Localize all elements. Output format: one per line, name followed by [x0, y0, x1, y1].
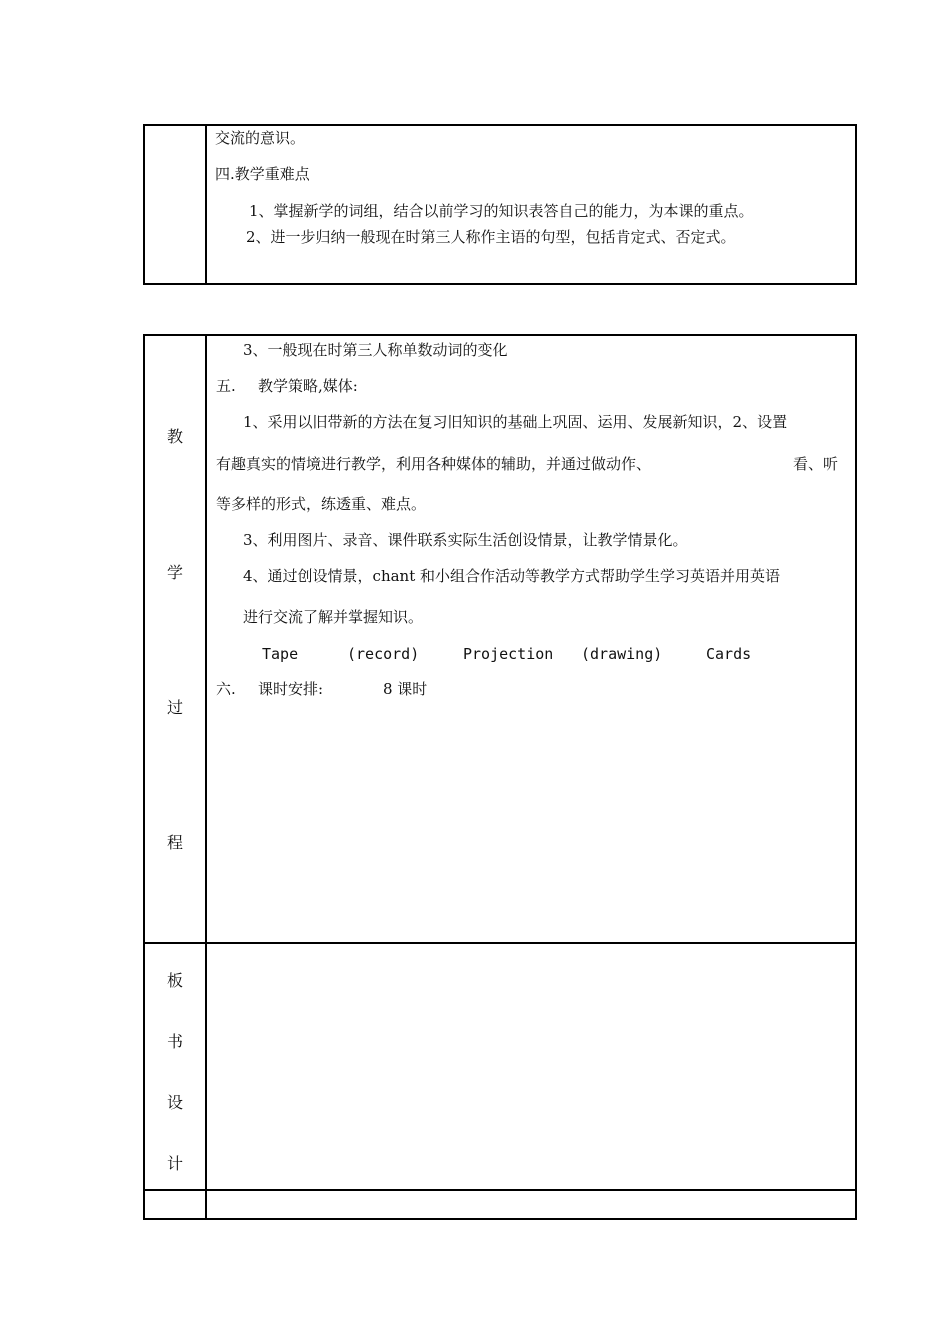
strategy-text: 等多样的形式，练透重、难点。	[216, 495, 427, 513]
column-divider	[205, 336, 207, 1218]
section-heading-5-number: 五.	[216, 377, 236, 395]
strategy-text: 有趣真实的情境进行教学，利用各种媒体的辅助，并通过做动作、	[216, 455, 652, 473]
media-item: Tape	[262, 645, 299, 663]
section-heading-6-number: 六.	[216, 680, 236, 698]
process-label-char: 学	[166, 563, 183, 582]
section-heading-5: 教学策略,媒体:	[258, 377, 358, 395]
upper-table	[143, 124, 857, 285]
key-point-3: 3、一般现在时第三人称单数动词的变化	[243, 341, 508, 359]
strategy-text: 1、采用以旧带新的方法在复习旧知识的基础上巩固、运用、发展新知识，2、设置	[243, 413, 788, 431]
board-label-char: 设	[166, 1093, 183, 1112]
strategy-text: 看、听	[793, 455, 839, 473]
lesson-hours: 8 课时	[383, 680, 428, 698]
lower-table	[143, 334, 857, 1220]
text-line: 交流的意识。	[215, 129, 306, 147]
column-divider	[205, 126, 207, 283]
strategy-text: 4、通过创设情景，chant 和小组合作活动等教学方式帮助学生学习英语并用英语	[243, 567, 781, 585]
board-label-char: 板	[166, 971, 183, 990]
section-heading-4: 四.教学重难点	[215, 165, 310, 183]
process-label-char: 程	[166, 833, 183, 852]
media-item: (drawing)	[581, 645, 663, 663]
process-label-char: 教	[166, 427, 183, 446]
key-point-1: 1、掌握新学的词组，结合以前学习的知识表答自己的能力，为本课的重点。	[249, 202, 754, 220]
key-point-2: 2、进一步归纳一般现在时第三人称作主语的句型，包括肯定式、否定式。	[246, 228, 736, 246]
media-item: (record)	[347, 645, 420, 663]
strategy-text: 进行交流了解并掌握知识。	[243, 608, 424, 626]
section-heading-6: 课时安排:	[258, 680, 324, 698]
strategy-text: 3、利用图片、录音、课件联系实际生活创设情景，让教学情景化。	[243, 531, 688, 549]
media-item: Cards	[706, 645, 752, 663]
process-label-char: 过	[166, 698, 183, 717]
media-item: Projection	[463, 645, 554, 663]
board-label-char: 计	[166, 1154, 183, 1173]
row-divider	[145, 942, 855, 944]
row-divider	[145, 1189, 855, 1191]
board-label-char: 书	[166, 1032, 183, 1051]
